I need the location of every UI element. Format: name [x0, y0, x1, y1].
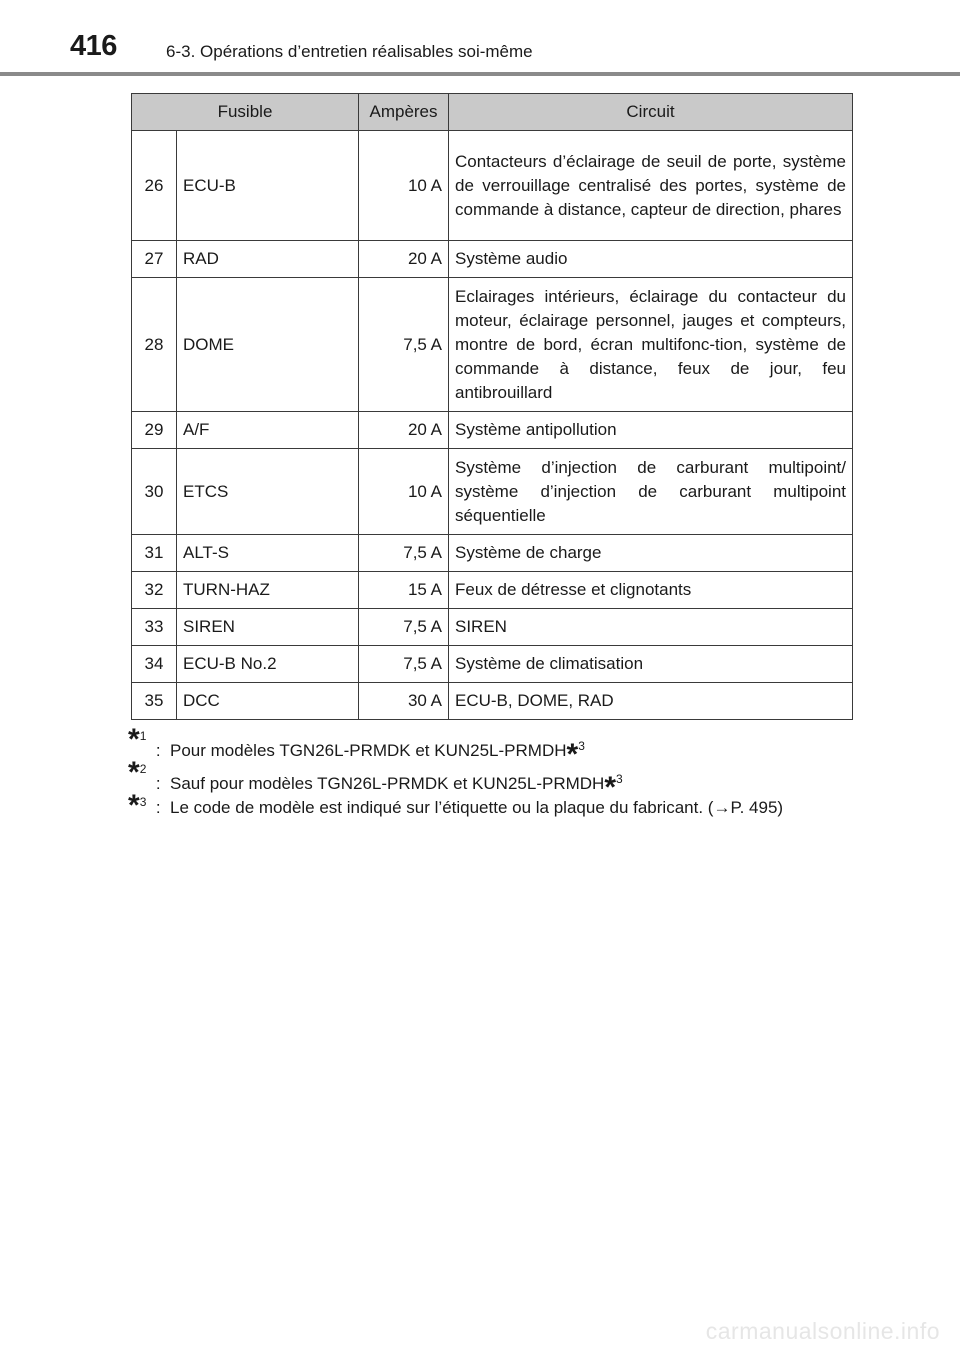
fuse-amperage: 7,5 A — [359, 609, 449, 646]
column-header-circuit: Circuit — [449, 94, 853, 131]
fuse-name: ETCS — [177, 449, 359, 535]
fuse-name: ECU-B — [177, 131, 359, 241]
fuse-amperage: 10 A — [359, 131, 449, 241]
fuse-circuit: Feux de détresse et clignotants — [449, 572, 853, 609]
fuse-name: DCC — [177, 683, 359, 720]
footnote-1: *$^1$ : Pour modèles TGN26L-PRMDK et KUN25L-PRMDH*$^3$ — [128, 723, 585, 771]
asterisk-icon: * — [128, 723, 140, 756]
fuse-number: 33 — [132, 609, 177, 646]
fuse-number: 27 — [132, 241, 177, 278]
arrow-right-icon: → — [713, 798, 731, 817]
fuse-name: TURN-HAZ — [177, 572, 359, 609]
fuse-amperage: 7,5 A — [359, 646, 449, 683]
fuse-amperage: 15 A — [359, 572, 449, 609]
fuse-circuit: Système de climatisation — [449, 646, 853, 683]
fuse-number: 28 — [132, 278, 177, 412]
fuse-amperage: 10 A — [359, 449, 449, 535]
column-header-fusible: Fusible — [132, 94, 359, 131]
fuse-circuit: Système antipollution — [449, 412, 853, 449]
footnotes — [128, 723, 868, 825]
fuse-amperage: 30 A — [359, 683, 449, 720]
page-header — [0, 0, 960, 80]
footnote-3: *$^3$ : Le code de modèle est indiqué sur l’étiquette ou la plaque du fabricant. (→P. 495) — [128, 789, 784, 822]
table-row — [132, 572, 853, 609]
table-row — [132, 241, 853, 278]
fuse-name: ECU-B No.2 — [177, 646, 359, 683]
footnote-ref: 3 — [616, 772, 623, 786]
footnote-mark: 3 — [139, 795, 147, 809]
footnote-text: Sauf pour modèles TGN26L-PRMDK et KUN25L-PRMDH — [170, 774, 605, 793]
section-title: 6-3. Opérations d’entretien réalisables soi-même — [166, 42, 533, 61]
footnote-mark: 1 — [139, 729, 147, 743]
fuse-amperage: 7,5 A — [359, 278, 449, 412]
fuse-name: A/F — [177, 412, 359, 449]
fuse-number: 31 — [132, 535, 177, 572]
fuse-number: 32 — [132, 572, 177, 609]
table-row — [132, 278, 853, 412]
table-row — [132, 609, 853, 646]
column-header-amperes: Ampères — [359, 94, 449, 131]
footnote-text: Pour modèles TGN26L-PRMDK et KUN25L-PRMDH — [170, 741, 567, 760]
footnote-text: Le code de modèle est indiqué sur l’étiquette ou la plaque du fabricant. ( — [170, 798, 714, 817]
fuse-name: DOME — [177, 278, 359, 412]
table-row — [132, 535, 853, 572]
watermark: carmanualsonline.info — [705, 1318, 940, 1344]
fuse-circuit: Système de charge — [449, 535, 853, 572]
fuse-number: 30 — [132, 449, 177, 535]
asterisk-icon: * — [128, 756, 140, 789]
footnote-mark: 2 — [139, 762, 147, 776]
footnote-2: *$^2$ : Sauf pour modèles TGN26L-PRMDK et KUN25L-PRMDH*$^3$ — [128, 756, 623, 804]
table-row — [132, 412, 853, 449]
fuse-number: 29 — [132, 412, 177, 449]
page-reference[interactable]: P. 495) — [730, 798, 784, 817]
fuse-amperage: 7,5 A — [359, 535, 449, 572]
fuse-circuit: Système audio — [449, 241, 853, 278]
fuse-number: 35 — [132, 683, 177, 720]
table-row — [132, 449, 853, 535]
table-row — [132, 131, 853, 241]
asterisk-icon: * — [566, 738, 579, 771]
fuse-amperage: 20 A — [359, 412, 449, 449]
table-row — [132, 683, 853, 720]
fuse-circuit: Eclairages intérieurs, éclairage du contacteur du moteur, éclairage personnel, jauges et compteurs, montre de bord, écran multifonc-tion, système de commande à distance, feux de jour, feu antibrouillard — [449, 278, 853, 412]
fuse-table — [131, 93, 853, 720]
page-number: 416 — [70, 30, 117, 62]
fuse-number: 26 — [132, 131, 177, 241]
fuse-name: RAD — [177, 241, 359, 278]
fuse-circuit: SIREN — [449, 609, 853, 646]
asterisk-icon: * — [128, 789, 140, 822]
fuse-circuit: Contacteurs d’éclairage de seuil de porte, système de verrouillage centralisé des portes, système de commande à distance, capteur de direction, phares — [449, 131, 853, 241]
fuse-amperage: 20 A — [359, 241, 449, 278]
asterisk-icon: * — [604, 771, 616, 804]
table-header-row — [132, 94, 853, 131]
fuse-circuit: ECU-B, DOME, RAD — [449, 683, 853, 720]
fuse-name: ALT-S — [177, 535, 359, 572]
footnote-ref: 3 — [578, 739, 585, 753]
fuse-number: 34 — [132, 646, 177, 683]
table-row — [132, 646, 853, 683]
fuse-circuit: Système d’injection de carburant multipoint/ système d’injection de carburant multipoint séquentielle — [449, 449, 853, 535]
fuse-name: SIREN — [177, 609, 359, 646]
header-divider — [0, 72, 960, 76]
